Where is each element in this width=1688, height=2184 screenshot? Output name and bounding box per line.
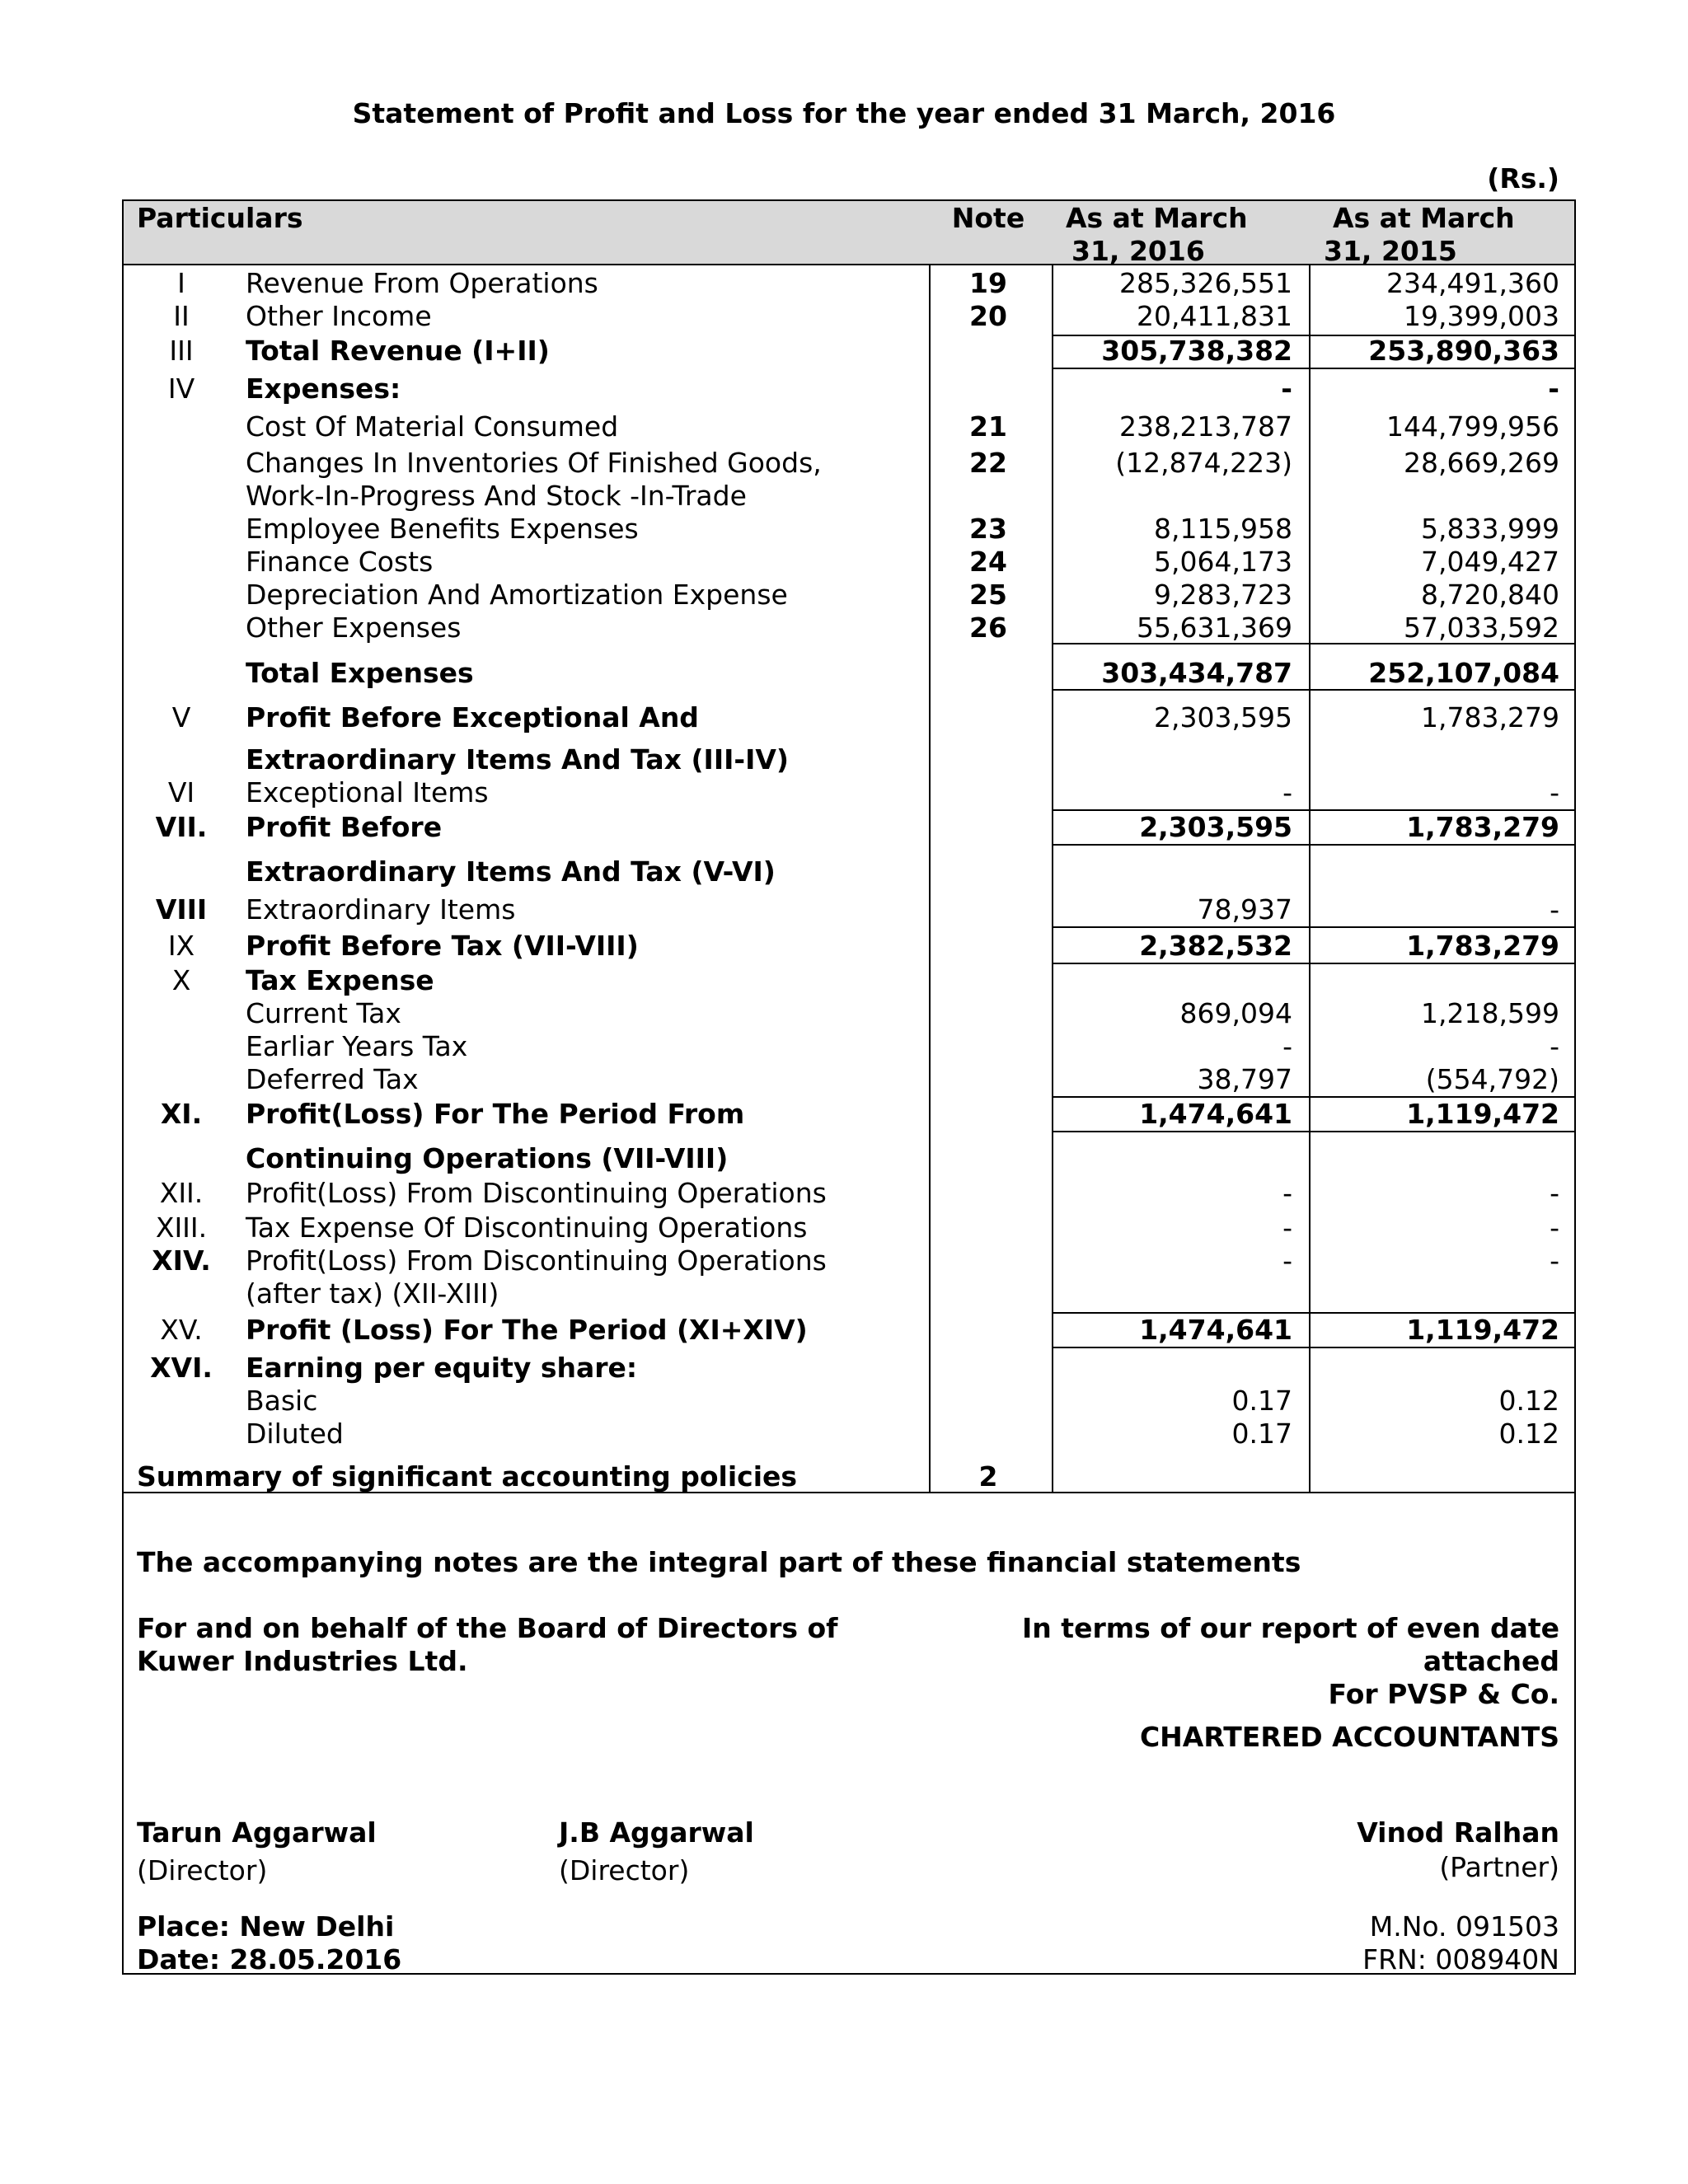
row-roman: VIII: [155, 893, 208, 926]
row-roman: XV.: [160, 1314, 203, 1346]
row-value-2016: 238,213,787: [1119, 410, 1292, 443]
row-label: Tax Expense Of Discontinuing Operations: [246, 1212, 808, 1244]
row-roman: XII.: [159, 1177, 204, 1209]
row-label-continued: Extraordinary Items And Tax (III-IV): [246, 743, 789, 776]
row-value-2015: -: [1550, 1244, 1559, 1277]
row-label: Profit Before: [246, 811, 443, 843]
row-value-2016: 285,326,551: [1119, 267, 1292, 299]
row-value-2015: -: [1550, 776, 1559, 808]
row-label: Total Expenses: [246, 657, 474, 689]
row-value-2015: 1,218,599: [1421, 997, 1559, 1029]
row-roman: I: [177, 267, 185, 299]
header-note: Note: [951, 202, 1025, 234]
membership-number: M.No. 091503: [1369, 1910, 1559, 1943]
report-line-3: For PVSP & Co.: [1328, 1678, 1559, 1710]
signatory-3-name: Vinod Ralhan: [1357, 1816, 1559, 1849]
row-value-2016: 2,303,595: [1139, 811, 1292, 843]
row-label: Other Income: [246, 300, 432, 332]
row-roman: XVI.: [150, 1352, 213, 1384]
row-label: Extraordinary Items: [246, 893, 516, 926]
board-line-2: Kuwer Industries Ltd.: [137, 1645, 468, 1677]
notes-statement: The accompanying notes are the integral part of these financial statements: [137, 1546, 1301, 1578]
header-2015-line1: As at March: [1333, 202, 1515, 234]
row-value-2016: -: [1282, 1030, 1292, 1062]
row-label: Current Tax: [246, 997, 401, 1029]
board-line-1: For and on behalf of the Board of Directors of: [137, 1612, 838, 1644]
row-roman: III: [169, 335, 194, 367]
row-value-2015: 19,399,003: [1404, 300, 1559, 332]
row-note: 21: [969, 410, 1007, 443]
row-value-2015: 1,119,472: [1406, 1314, 1559, 1346]
rule-below-profit-before: [1052, 844, 1576, 846]
signatory-2-name: J.B Aggarwal: [559, 1816, 754, 1849]
page-title: Statement of Profit and Loss for the year ended 31 March, 2016: [352, 97, 1336, 129]
row-value-2016: -: [1282, 776, 1292, 808]
rule-below-continuing-profit: [1052, 1131, 1576, 1132]
report-line-2: attached: [1423, 1645, 1559, 1677]
row-value-2015: 1,783,279: [1421, 701, 1559, 733]
row-label: Profit Before Exceptional And: [246, 701, 699, 733]
date: Date: 28.05.2016: [137, 1943, 402, 1975]
row-label: Profit(Loss) For The Period From: [246, 1098, 745, 1130]
signatory-3-role: (Partner): [1439, 1851, 1559, 1883]
header-2016-line1: As at March: [1066, 202, 1248, 234]
row-value-2016: 5,064,173: [1154, 546, 1292, 578]
report-line-1: In terms of our report of even date: [1022, 1612, 1559, 1644]
row-value-2016: 0.17: [1231, 1385, 1292, 1417]
row-value-2015: 5,833,999: [1421, 513, 1559, 545]
rule-below-total-revenue: [1052, 368, 1576, 369]
row-value-2015: (554,792): [1425, 1063, 1559, 1095]
row-roman: IX: [167, 930, 195, 962]
firm-registration-number: FRN: 008940N: [1362, 1943, 1559, 1975]
row-value-2015: -: [1550, 1212, 1559, 1244]
row-value-2015: 28,669,269: [1404, 447, 1559, 479]
row-label: Basic: [246, 1385, 318, 1417]
row-value-2016: 55,631,369: [1137, 612, 1292, 644]
row-roman: IV: [167, 373, 195, 405]
header-2016-line2: 31, 2016: [1071, 235, 1205, 267]
row-roman: XIII.: [155, 1212, 208, 1244]
row-roman: V: [171, 701, 191, 733]
row-label: Exceptional Items: [246, 776, 489, 808]
row-note: 19: [969, 267, 1007, 299]
row-roman: X: [171, 964, 191, 996]
row-value-2015: -: [1550, 1177, 1559, 1209]
row-value-2015: -: [1550, 1030, 1559, 1062]
row-value-2016: -: [1281, 373, 1292, 405]
header-particulars: Particulars: [137, 202, 303, 234]
summary-label: Summary of significant accounting policies: [137, 1460, 798, 1493]
row-label: Revenue From Operations: [246, 267, 598, 299]
row-label: Depreciation And Amortization Expense: [246, 579, 788, 611]
row-label: Employee Benefits Expenses: [246, 513, 639, 545]
row-label: Finance Costs: [246, 546, 434, 578]
row-value-2016: 305,738,382: [1101, 335, 1292, 367]
row-value-2015: 0.12: [1498, 1418, 1559, 1450]
row-value-2015: 0.12: [1498, 1385, 1559, 1417]
signatory-1-name: Tarun Aggarwal: [137, 1816, 377, 1849]
row-value-2016: -: [1282, 1177, 1292, 1209]
header-2015-line2: 31, 2015: [1324, 235, 1457, 267]
row-label-continued: (after tax) (XII-XIII): [246, 1277, 499, 1310]
row-value-2016: -: [1282, 1244, 1292, 1277]
row-roman: XI.: [160, 1098, 203, 1130]
row-label: Tax Expense: [246, 964, 434, 996]
row-label: Total Revenue (I+II): [246, 335, 550, 367]
row-value-2016: 2,303,595: [1154, 701, 1292, 733]
row-value-2016: 9,283,723: [1154, 579, 1292, 611]
row-value-2015: 1,119,472: [1406, 1098, 1559, 1130]
row-value-2015: 1,783,279: [1406, 811, 1559, 843]
row-label: Profit(Loss) From Discontinuing Operations: [246, 1177, 827, 1209]
row-value-2015: 234,491,360: [1386, 267, 1559, 299]
row-value-2016: 1,474,641: [1139, 1098, 1292, 1130]
row-label: Expenses:: [246, 373, 401, 405]
row-value-2016: 20,411,831: [1137, 300, 1292, 332]
signatory-1-role: (Director): [137, 1854, 268, 1886]
row-value-2016: 38,797: [1197, 1063, 1292, 1095]
row-note: 23: [969, 513, 1007, 545]
row-label-continued: Work-In-Progress And Stock -In-Trade: [246, 480, 747, 512]
row-value-2015: 253,890,363: [1368, 335, 1559, 367]
rule-above-profit-before-tax: [1052, 926, 1576, 928]
row-value-2015: 252,107,084: [1368, 657, 1559, 689]
row-label: Cost Of Material Consumed: [246, 410, 619, 443]
row-label: Earning per equity share:: [246, 1352, 638, 1384]
signatory-2-role: (Director): [559, 1854, 690, 1886]
chartered-accountants: CHARTERED ACCOUNTANTS: [1139, 1721, 1559, 1753]
row-value-2016: 8,115,958: [1154, 513, 1292, 545]
row-note: 26: [969, 612, 1007, 644]
row-value-2015: 7,049,427: [1421, 546, 1559, 578]
row-value-2015: -: [1548, 373, 1559, 405]
row-roman: VI: [167, 776, 195, 808]
row-value-2015: -: [1550, 893, 1559, 926]
row-label-continued: Extraordinary Items And Tax (V-VI): [246, 855, 776, 888]
rule-below-period-profit: [1052, 1347, 1576, 1348]
row-value-2015: 57,033,592: [1404, 612, 1559, 644]
row-label: Changes In Inventories Of Finished Goods,: [246, 447, 822, 479]
row-roman: XIV.: [152, 1244, 211, 1277]
row-value-2015: 144,799,956: [1386, 410, 1559, 443]
row-label: Deferred Tax: [246, 1063, 419, 1095]
currency-unit: (Rs.): [1487, 162, 1559, 194]
row-value-2015: 1,783,279: [1406, 930, 1559, 962]
row-value-2016: 303,434,787: [1101, 657, 1292, 689]
row-note: 24: [969, 546, 1007, 578]
row-value-2016: 1,474,641: [1139, 1314, 1292, 1346]
row-value-2016: 78,937: [1197, 893, 1292, 926]
row-label: Profit (Loss) For The Period (XI+XIV): [246, 1314, 808, 1346]
row-label-continued: Continuing Operations (VII-VIII): [246, 1142, 729, 1174]
row-value-2016: 0.17: [1231, 1418, 1292, 1450]
row-label: Diluted: [246, 1418, 344, 1450]
row-label: Earliar Years Tax: [246, 1030, 468, 1062]
row-label: Profit(Loss) From Discontinuing Operations: [246, 1244, 827, 1277]
place: Place: New Delhi: [137, 1910, 395, 1943]
row-value-2016: -: [1282, 1212, 1292, 1244]
row-value-2016: (12,874,223): [1115, 447, 1292, 479]
row-label: Profit Before Tax (VII-VIII): [246, 930, 639, 962]
rule-below-profit-before-tax: [1052, 963, 1576, 964]
row-label: Other Expenses: [246, 612, 462, 644]
row-note: 20: [969, 300, 1007, 332]
row-value-2016: 2,382,532: [1139, 930, 1292, 962]
row-roman: VII.: [155, 811, 208, 843]
summary-note: 2: [978, 1460, 998, 1493]
row-roman: II: [173, 300, 190, 332]
row-value-2016: 869,094: [1179, 997, 1292, 1029]
row-note: 25: [969, 579, 1007, 611]
row-note: 22: [969, 447, 1007, 479]
row-value-2015: 8,720,840: [1421, 579, 1559, 611]
